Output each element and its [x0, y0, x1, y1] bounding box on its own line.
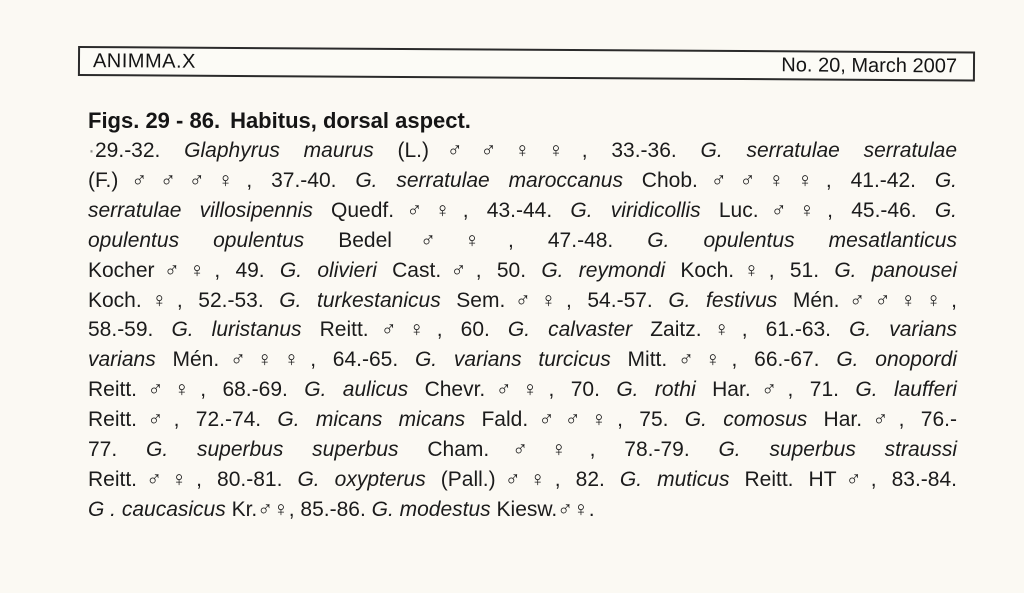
caption-text: (F.)♂♂♂♀, 37.-40.: [88, 168, 356, 192]
journal-title: ANIMMA.X: [92, 49, 196, 73]
caption-text: Mén.♂♀♀, 64.-65.: [172, 348, 415, 372]
caption-text: Har.♂, 76.-: [823, 408, 957, 432]
species-name: G . caucasicus: [88, 497, 232, 521]
caption-text: 29.-32.: [95, 139, 185, 162]
caption-text: Reitt.♂♀, 60.: [319, 318, 508, 342]
caption-lines: [88, 136, 957, 525]
caption-line: [88, 435, 957, 465]
caption-text: Bedel♂♀, 47.-48.: [338, 228, 648, 252]
caption-text: Zaitz.♀, 61.-63.: [650, 318, 850, 342]
species-name: G. superbus straussi: [718, 438, 957, 462]
species-name: G.: [934, 168, 957, 192]
species-name: G. modestus: [371, 497, 497, 521]
caption-text: ·: [88, 139, 95, 162]
species-name: G. micans micans: [277, 408, 482, 432]
caption-text: Koch.♀, 51.: [680, 258, 835, 282]
species-name: G.: [934, 198, 957, 222]
caption-text: Sem.♂♀, 54.-57.: [456, 288, 669, 312]
caption-line: [88, 405, 957, 435]
caption-line: [88, 465, 957, 495]
species-name: G. varians: [849, 318, 957, 342]
figure-caption: [88, 106, 957, 525]
caption-text: (Pall.)♂♀, 82.: [440, 467, 620, 491]
species-name: G. olivieri: [279, 258, 393, 282]
species-name: G. superbus superbus: [146, 438, 428, 462]
caption-text: Cham.♂♀, 78.-79.: [427, 438, 719, 462]
caption-title: Habitus, dorsal aspect.: [230, 108, 471, 133]
caption-line: [88, 136, 957, 166]
species-name: G. muticus: [619, 467, 745, 491]
caption-line: [88, 345, 957, 375]
caption-text: Mitt.♂♀, 66.-67.: [627, 348, 837, 372]
caption-heading: [88, 106, 957, 136]
species-name: G. calvaster: [507, 318, 651, 342]
species-name: G. comosus: [684, 408, 824, 432]
caption-text: Cast.♂, 50.: [392, 258, 542, 282]
species-name: serratulae villosipennis: [88, 198, 332, 222]
species-name: G. panousei: [834, 258, 957, 282]
species-name: G. onopordi: [836, 348, 957, 372]
species-name: G. luristanus: [171, 318, 320, 342]
caption-text: Chevr.♂♀, 70.: [424, 378, 617, 402]
caption-text: Reitt.♂♀, 68.-69.: [88, 378, 305, 402]
species-name: G. serratulae serratulae: [700, 139, 958, 162]
journal-header: [78, 46, 975, 81]
caption-text: Quedf.♂♀, 43.-44.: [331, 198, 571, 222]
caption-text: 77.: [88, 438, 146, 462]
caption-figure-range: Figs. 29 - 86.: [88, 108, 221, 133]
caption-text: Reitt.♂, 72.-74.: [88, 408, 278, 432]
caption-line: [88, 166, 957, 196]
caption-line: [88, 495, 957, 525]
species-name: G. viridicollis: [570, 198, 719, 222]
species-name: varians: [88, 348, 173, 372]
species-name: G. serratulae maroccanus: [355, 168, 642, 192]
caption-line: [88, 375, 957, 405]
species-name: G. opulentus mesatlanticus: [647, 228, 957, 252]
caption-text: Mén.♂♂♀♀,: [792, 288, 957, 312]
species-name: G. aulicus: [304, 378, 425, 402]
caption-text: Reitt.♂♀, 80.-81.: [88, 467, 298, 491]
species-name: G. turkestanicus: [279, 288, 457, 312]
species-name: G. varians turcicus: [414, 348, 628, 372]
caption-text: Chob.♂♂♀♀, 41.-42.: [641, 168, 935, 192]
caption-line: [88, 286, 957, 316]
caption-text: Har.♂, 71.: [712, 378, 856, 402]
caption-text: Kiesw.♂♀.: [496, 497, 595, 521]
species-name: opulentus opulentus: [88, 228, 339, 252]
caption-text: Koch.♀, 52.-53.: [88, 288, 280, 312]
caption-text: Kocher♂♀, 49.: [88, 258, 280, 282]
species-name: G. rothi: [616, 378, 713, 402]
caption-line: [88, 226, 957, 256]
caption-line: [88, 196, 957, 226]
caption-text: 58.-59.: [88, 318, 172, 342]
caption-line: [88, 256, 957, 286]
caption-text: (L.)♂♂♀♀, 33.-36.: [397, 139, 701, 162]
caption-text: Fald.♂♂♀, 75.: [481, 408, 685, 432]
species-name: Glaphyrus maurus: [184, 139, 398, 162]
caption-text: Reitt. HT♂, 83.-84.: [744, 467, 957, 491]
issue-info: No. 20, March 2007: [781, 53, 958, 77]
species-name: G. reymondi: [541, 258, 681, 282]
species-name: G. oxypterus: [297, 467, 441, 491]
caption-text: Kr.♂♀, 85.-86.: [231, 497, 372, 521]
caption-text: Luc.♂♀, 45.-46.: [718, 198, 935, 222]
species-name: G. laufferi: [855, 378, 957, 402]
caption-line: [88, 315, 957, 345]
species-name: G. festivus: [668, 288, 793, 312]
